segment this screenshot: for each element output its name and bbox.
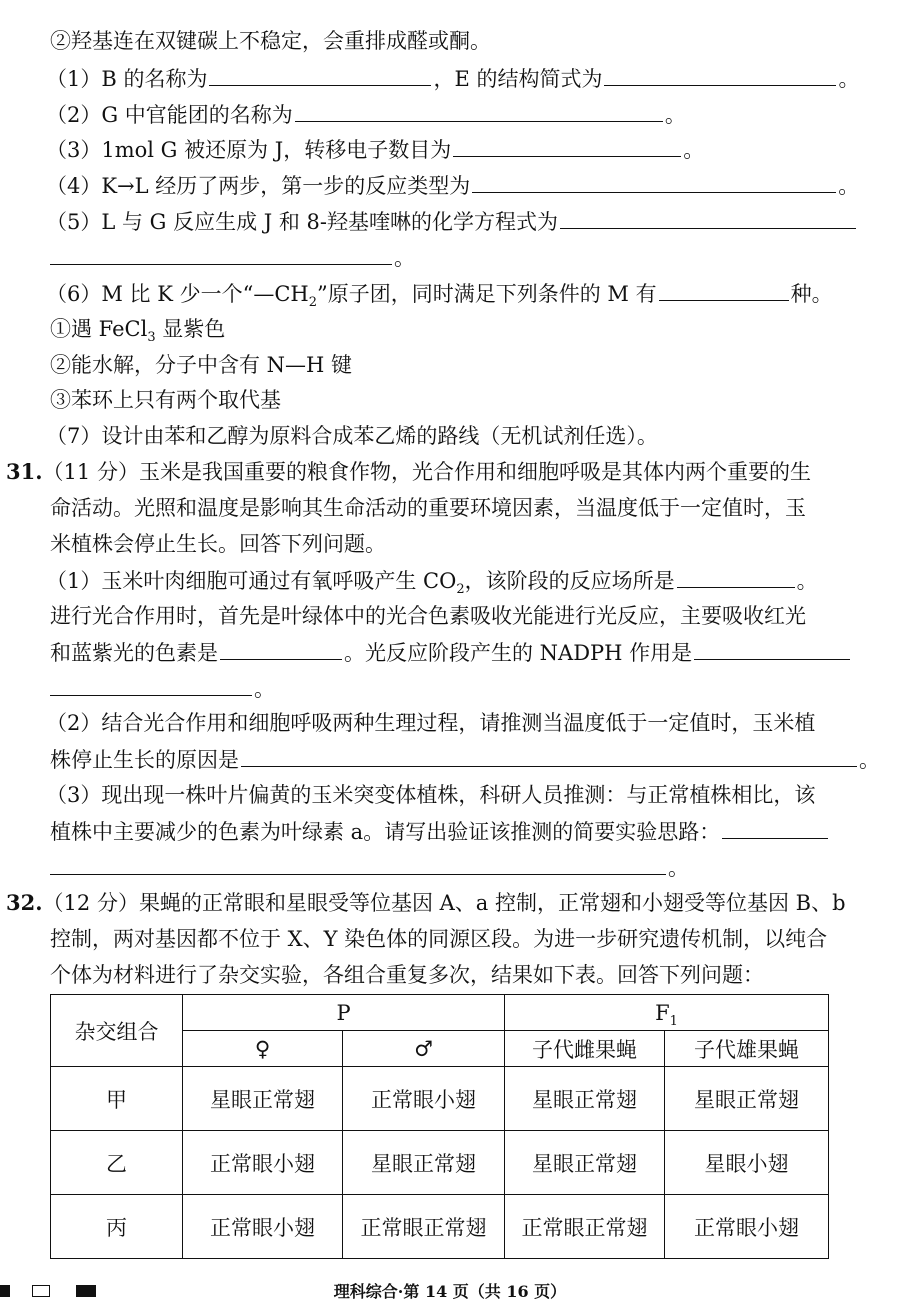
answer-blank[interactable] xyxy=(50,850,666,875)
table-row xyxy=(51,1131,829,1195)
question-30-2: （2）G 中官能团的名称为 。 xyxy=(46,97,686,131)
answer-blank[interactable] xyxy=(604,61,836,86)
answer-blank[interactable] xyxy=(472,168,836,193)
question-30-3: （3）1mol G 被还原为 J，转移电子数目为 。 xyxy=(46,132,704,166)
cell-female: 正常眼小翅 xyxy=(183,1131,343,1195)
cell-group: 甲 xyxy=(51,1067,183,1131)
answer-blank[interactable] xyxy=(295,97,663,122)
cell-male: 正常眼小翅 xyxy=(343,1067,505,1131)
cell-female: 正常眼小翅 xyxy=(183,1195,343,1259)
cell-male: 正常眼正常翅 xyxy=(343,1195,505,1259)
question-30-5-cont: 。 xyxy=(50,240,415,274)
question-31-1: （1）玉米叶肉细胞可通过有氧呼吸产生 $CO_2$，该阶段的反应场所是 。 xyxy=(46,563,818,597)
question-32-stem-2: 控制，两对基因都不位于 X、Y 染色体的同源区段。为进一步研究遗传机制，以纯合 xyxy=(50,927,828,951)
answer-blank[interactable] xyxy=(659,276,789,301)
question-31-stem-3: 米植株会停止生长。回答下列问题。 xyxy=(50,532,386,556)
table-header-row xyxy=(51,995,829,1031)
question-31-1-line2: 进行光合作用时，首先是叶绿体中的光合色素吸收光能进行光反应，主要吸收红光 xyxy=(50,604,806,628)
cell-group: 乙 xyxy=(51,1131,183,1195)
header-female: ♀ xyxy=(183,1031,343,1067)
condition-1: ①遇 FeCl$_3$ 显紫色 xyxy=(50,317,226,346)
cell-f1-female: 星眼正常翅 xyxy=(505,1067,665,1131)
header-f1-female: 子代雌果蝇 xyxy=(505,1031,665,1067)
cell-f1-male: 星眼小翅 xyxy=(665,1131,829,1195)
question-30-1: （1）B 的名称为 ，E 的结构简式为 。 xyxy=(46,61,859,95)
question-30-6: （6）M 比 K 少一个“$—CH_2$”原子团，同时满足下列条件的 M 有 种。 xyxy=(46,276,833,310)
answer-blank[interactable] xyxy=(209,61,431,86)
cell-f1-female: 星眼正常翅 xyxy=(505,1131,665,1195)
answer-blank[interactable] xyxy=(453,132,681,157)
question-31-1-line4: 。 xyxy=(50,671,275,705)
answer-blank[interactable] xyxy=(50,240,392,265)
question-31-3-line2: 植株中主要减少的色素为叶绿素 a。请写出验证该推测的简要实验思路： xyxy=(50,814,830,848)
cross-experiment-table xyxy=(50,994,829,1259)
header-parent: P xyxy=(183,995,505,1031)
question-31-3-line3: 。 xyxy=(50,850,689,884)
table-row xyxy=(51,1067,829,1131)
question-31-3: （3）现出现一株叶片偏黄的玉米突变体植株，科研人员推测：与正常植株相比，该 xyxy=(46,783,816,807)
cell-male: 星眼正常翅 xyxy=(343,1131,505,1195)
question-30-4: （4）K→L 经历了两步，第一步的反应类型为 。 xyxy=(46,168,859,202)
cell-f1-female: 正常眼正常翅 xyxy=(505,1195,665,1259)
question-30-7: （7）设计由苯和乙醇为原料合成苯乙烯的路线（无机试剂任选）。 xyxy=(46,424,658,448)
header-male: ♂ xyxy=(343,1031,505,1067)
answer-blank[interactable] xyxy=(50,671,252,696)
question-31-2: （2）结合光合作用和细胞呼吸两种生理过程，请推测当温度低于一定值时，玉米植 xyxy=(46,711,816,735)
header-f1: $F_1$ xyxy=(505,995,829,1031)
table-row xyxy=(51,1195,829,1259)
question-32-stem-3: 个体为材料进行了杂交实验，各组合重复多次，结果如下表。回答下列问题： xyxy=(50,963,764,987)
answer-blank[interactable] xyxy=(677,563,795,588)
cell-f1-male: 星眼正常翅 xyxy=(665,1067,829,1131)
condition-2: ②能水解，分子中含有 N—H 键 xyxy=(50,353,353,377)
cell-f1-male: 正常眼小翅 xyxy=(665,1195,829,1259)
answer-blank[interactable] xyxy=(220,635,342,660)
question-31-1-line3: 和蓝紫光的色素是 。光反应阶段产生的 NADPH 作用是 xyxy=(50,635,852,669)
question-32-stem-1: 32.（12 分）果蝇的正常眼和星眼受等位基因 A、a 控制，正常翅和小翅受等位基因 B、b xyxy=(6,890,846,915)
question-30-5: （5）L 与 G 反应生成 J 和 8-羟基喹啉的化学方程式为 xyxy=(46,204,858,238)
header-cross-group: 杂交组合 xyxy=(51,995,183,1067)
question-31-2-line2: 株停止生长的原因是 。 xyxy=(50,742,880,776)
answer-blank[interactable] xyxy=(241,742,857,767)
page-footer xyxy=(0,1280,900,1304)
answer-blank[interactable] xyxy=(722,814,828,839)
note-line-2: ②羟基连在双键碳上不稳定，会重排成醛或酮。 xyxy=(50,29,491,53)
question-31-stem-2: 命活动。光照和温度是影响其生命活动的重要环境因素，当温度低于一定值时，玉 xyxy=(50,496,806,520)
answer-blank[interactable] xyxy=(694,635,850,660)
cell-group: 丙 xyxy=(51,1195,183,1259)
cell-female: 星眼正常翅 xyxy=(183,1067,343,1131)
question-31-stem-1: 31.（11 分）玉米是我国重要的粮食作物，光合作用和细胞呼吸是其体内两个重要的生 xyxy=(6,459,811,484)
condition-3: ③苯环上只有两个取代基 xyxy=(50,388,281,412)
answer-blank[interactable] xyxy=(560,204,856,229)
header-f1-male: 子代雄果蝇 xyxy=(665,1031,829,1067)
page-number-text: 理科综合·第 14 页（共 16 页） xyxy=(333,1282,567,1301)
